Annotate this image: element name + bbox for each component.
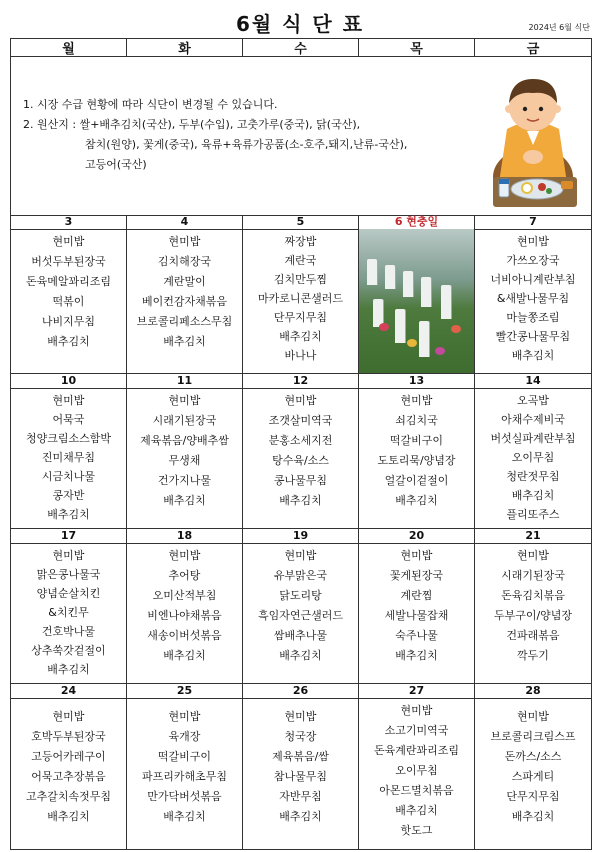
menu-item: 돈육계란꽈리조림 (373, 744, 459, 757)
date-label: 7 (475, 215, 591, 230)
day-cell (127, 684, 243, 849)
day-cell (243, 374, 359, 529)
menu-item: 양념순살치킨 (36, 587, 101, 600)
menu-item: 무생채 (168, 454, 201, 467)
menu-item: 새송이버섯볶음 (147, 629, 222, 642)
menu-item: 짜장밥 (284, 235, 317, 248)
menu-item: 배추김치 (279, 330, 322, 343)
day-cell-holiday (359, 215, 475, 374)
menu-item: 탕수육/소스 (272, 454, 329, 467)
notice-line-4: 고등어(국산) (85, 158, 147, 171)
menu-item: 깍두기 (517, 649, 549, 662)
menu-item: 배추김치 (163, 494, 206, 507)
menu-item: 배추김치 (395, 649, 438, 662)
menu-item: 만가닥버섯볶음 (147, 790, 222, 803)
day-cell (243, 529, 359, 684)
date-label: 6 현충일 (359, 215, 474, 230)
day-cell (475, 529, 591, 684)
menu-item: 진미채무침 (41, 451, 96, 464)
notice-line-2: 2. 원산지 : 쌀+배추김치(국산), 두부(수입), 고춧가루(중국), 닭(국산), (23, 118, 361, 131)
menu-item: 호박두부된장국 (31, 730, 106, 743)
day-cell (243, 684, 359, 849)
menu-item: 참나물무침 (273, 770, 328, 783)
menu-item: 현미밥 (517, 235, 549, 248)
date-label: 12 (243, 374, 358, 389)
menu-item: 빨간콩나물무침 (495, 330, 571, 343)
menu-item: 현미밥 (284, 710, 317, 723)
menu-item: 조갯살미역국 (268, 414, 333, 427)
menu-item: 현미밥 (284, 549, 317, 562)
menu-item: 제육볶음/쌈 (272, 750, 329, 763)
menu-item: 현미밥 (284, 394, 317, 407)
menu-item: 배추김치 (395, 804, 438, 817)
day-cell (11, 215, 127, 374)
notice-box (11, 57, 591, 216)
menu-item: 아몬드멸치볶음 (379, 784, 454, 797)
date-label: 19 (243, 529, 358, 544)
menu-item: 육개장 (168, 730, 201, 743)
menu-item: 건파래볶음 (506, 629, 560, 642)
day-cell (475, 374, 591, 529)
menu-item: 김치해장국 (157, 255, 212, 268)
menu-item: 맑은콩나물국 (36, 568, 101, 581)
menu-item: 돈까스/소스 (504, 750, 562, 763)
menu-item: 흑임자연근샐러드 (257, 609, 343, 622)
day-cell (475, 215, 591, 374)
child-eating-illustration (487, 65, 583, 213)
menu-item: 현미밥 (52, 235, 85, 248)
menu-item: 배추김치 (47, 810, 90, 823)
menu-item: 베이컨감자채볶음 (141, 295, 227, 308)
date-label: 5 (243, 215, 358, 230)
menu-item: 계란찜 (400, 589, 433, 602)
notice-line-3: 참치(원양), 꽃게(중국), 육류+육류가공품(소-호주,돼지,난류-국산), (85, 138, 408, 151)
menu-item: 배추김치 (47, 508, 90, 521)
menu-item: 상추쑥갓겉절이 (31, 644, 106, 657)
menu-item: 청란젓무침 (506, 470, 560, 483)
menu-item: 오곡밥 (517, 394, 549, 407)
menu-item: 떡볶이 (52, 295, 85, 308)
menu-item: 쇠김치국 (395, 414, 438, 427)
date-label: 26 (243, 684, 358, 699)
menu-item: &새발나물무침 (496, 292, 570, 305)
date-note: 2024년 6월 식단 (528, 23, 590, 32)
menu-item: 콩나물무침 (273, 474, 328, 487)
day-cell (127, 529, 243, 684)
menu-item: 바나나 (284, 349, 317, 362)
menu-item: 두부구이/양념장 (493, 609, 573, 622)
menu-item: 꽃게된장국 (389, 569, 444, 582)
menu-item: 시래기된장국 (501, 569, 565, 582)
menu-item: 떡갈비구이 (389, 434, 444, 447)
day-header-wed: 수 (243, 39, 359, 57)
menu-item: 파프리카해초무침 (141, 770, 227, 783)
menu-item: 현미밥 (400, 549, 433, 562)
notice-line-1: 1. 시장 수급 현황에 따라 식단이 변경될 수 있습니다. (23, 98, 278, 111)
menu-item: 고등어카레구이 (31, 750, 106, 763)
menu-item: 스파게티 (511, 770, 555, 783)
menu-item: 계란말이 (163, 275, 206, 288)
menu-item: 배추김치 (279, 810, 322, 823)
menu-item: 현미밥 (168, 710, 201, 723)
menu-item: 돈육메알꽈리조림 (25, 275, 111, 288)
menu-item: 숙주나물 (395, 629, 438, 642)
menu-item: 청양크림소스함박 (25, 432, 111, 445)
menu-item: 플리또주스 (506, 508, 560, 521)
menu-item: 현미밥 (400, 394, 433, 407)
menu-item: 현미밥 (52, 549, 85, 562)
menu-item: 배추김치 (511, 810, 555, 823)
menu-item: 분홍소세지전 (268, 434, 333, 447)
menu-item: 현미밥 (517, 549, 549, 562)
menu-item: 현미밥 (52, 710, 85, 723)
day-cell (475, 684, 591, 849)
day-cell (11, 529, 127, 684)
menu-item: 마카로니콘샐러드 (257, 292, 343, 305)
menu-item: 배추김치 (511, 349, 555, 362)
day-cell (127, 215, 243, 374)
menu-item: 어묵국 (52, 413, 85, 426)
menu-item: 버섯실파계란부침 (490, 432, 576, 445)
menu-item: 나비지무침 (41, 315, 96, 328)
menu-item: 배추김치 (395, 494, 438, 507)
menu-item: 아채수제비국 (501, 413, 565, 426)
menu-item: 단무지무침 (273, 311, 328, 324)
date-label: 18 (127, 529, 242, 544)
menu-item: 닭도리탕 (279, 589, 322, 602)
menu-item: 배추김치 (47, 335, 90, 348)
date-label: 4 (127, 215, 242, 230)
menu-item: 고추갈치속젓무침 (25, 790, 111, 803)
date-label: 27 (359, 684, 474, 699)
menu-item: 배추김치 (279, 494, 322, 507)
date-label: 11 (127, 374, 242, 389)
date-label: 17 (11, 529, 126, 544)
menu-item: 배추김치 (163, 649, 206, 662)
menu-item: 오이무침 (395, 764, 438, 777)
menu-item: 오이무침 (511, 451, 555, 464)
day-cell (11, 684, 127, 849)
menu-table (10, 38, 592, 850)
menu-item: 현미밥 (168, 549, 201, 562)
date-label: 25 (127, 684, 242, 699)
menu-item: 떡갈비구이 (157, 750, 212, 763)
menu-item: 오미산적부침 (152, 589, 217, 602)
day-header-tue: 화 (127, 39, 243, 57)
date-label: 10 (11, 374, 126, 389)
menu-item: 콩자반 (52, 489, 85, 502)
menu-item: 추어탕 (168, 569, 201, 582)
date-label: 28 (475, 684, 591, 699)
menu-item: 현미밥 (168, 394, 201, 407)
menu-item: 마늘쫑조림 (506, 311, 560, 324)
day-cell (11, 374, 127, 529)
menu-item: 배추김치 (511, 489, 555, 502)
menu-item: 시금치나물 (41, 470, 96, 483)
menu-item: 세발나물잡채 (384, 609, 449, 622)
menu-item: 현미밥 (52, 394, 85, 407)
day-header-thu: 목 (359, 39, 475, 57)
menu-item: 버섯두부된장국 (31, 255, 106, 268)
menu-item: 현미밥 (517, 710, 549, 723)
menu-item: 너비아니계란부침 (490, 273, 576, 286)
menu-item: 핫도그 (400, 824, 433, 837)
menu-item: 배추김치 (163, 810, 206, 823)
date-label: 20 (359, 529, 474, 544)
menu-item: 돈육김치볶음 (501, 589, 565, 602)
date-label: 3 (11, 215, 126, 230)
menu-item: 가쓰오장국 (506, 254, 560, 267)
menu-item: 배추김치 (163, 335, 206, 348)
day-cell (359, 684, 475, 849)
menu-item: 쌈배추나물 (273, 629, 328, 642)
day-cell (359, 374, 475, 529)
date-label: 21 (475, 529, 591, 544)
menu-item: 건가지나물 (157, 474, 212, 487)
day-header-fri: 금 (475, 39, 591, 57)
menu-item: 배추김치 (279, 649, 322, 662)
menu-item: 현미밥 (168, 235, 201, 248)
menu-item: 계란국 (284, 254, 317, 267)
menu-item: 브로콜리페소스무침 (136, 315, 233, 328)
menu-item: 유부맑은국 (273, 569, 328, 582)
menu-item: 건호박나물 (41, 625, 96, 638)
menu-item: 단무지무침 (506, 790, 560, 803)
day-cell (359, 529, 475, 684)
menu-item: 얼갈이겉절이 (384, 474, 449, 487)
day-cell (127, 374, 243, 529)
menu-item: 제육볶음/양배추쌈 (140, 434, 229, 447)
menu-item: 소고기미역국 (384, 724, 449, 737)
memorial-cemetery-photo (359, 229, 474, 373)
menu-item: 어묵고추장볶음 (31, 770, 106, 783)
menu-item: 자반무침 (279, 790, 322, 803)
menu-item: 비엔나야채볶음 (147, 609, 222, 622)
menu-item: &치킨무 (48, 606, 89, 619)
day-cell (243, 215, 359, 374)
page-title: 6월 식 단 표 (235, 12, 365, 36)
menu-item: 배추김치 (47, 663, 90, 676)
menu-item: 현미밥 (400, 704, 433, 717)
menu-item: 청국장 (284, 730, 317, 743)
menu-item: 도토리묵/양념장 (377, 454, 456, 467)
day-header-mon: 월 (11, 39, 127, 57)
menu-item: 김치만두찜 (273, 273, 328, 286)
menu-item: 브로콜리크림스프 (490, 730, 576, 743)
date-label: 13 (359, 374, 474, 389)
date-label: 14 (475, 374, 591, 389)
menu-item: 시래기된장국 (152, 414, 217, 427)
date-label: 24 (11, 684, 126, 699)
